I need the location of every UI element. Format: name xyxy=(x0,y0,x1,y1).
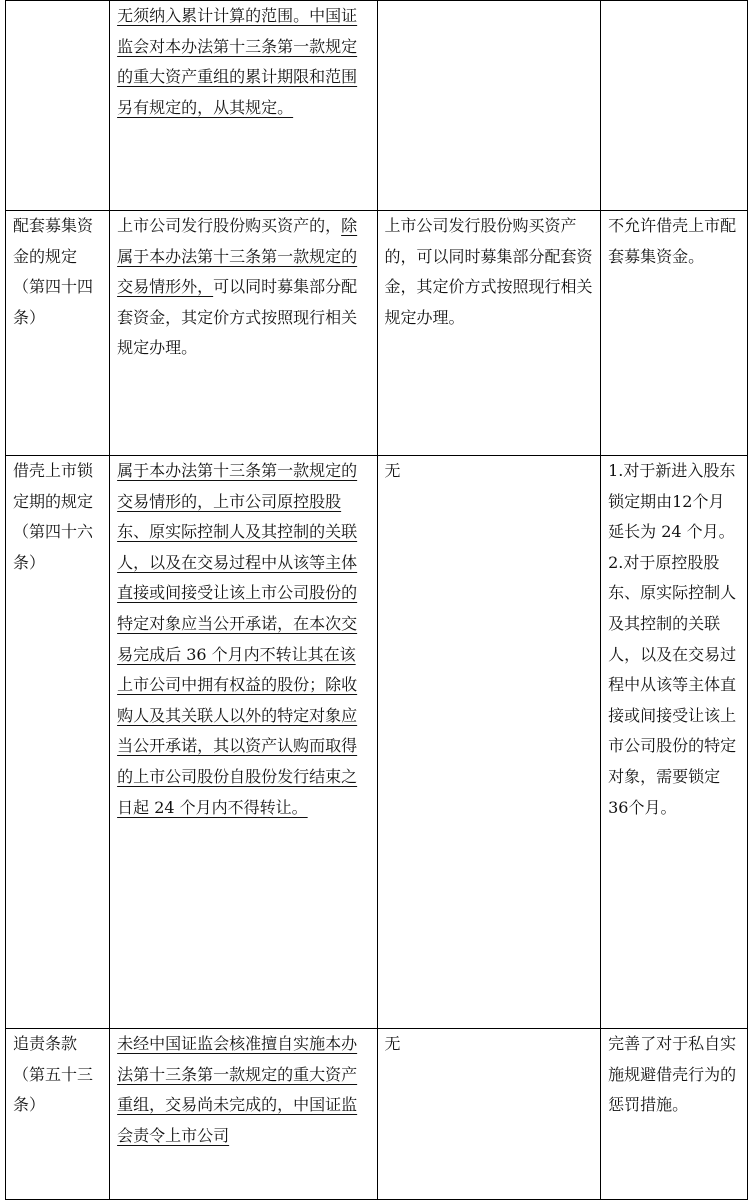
old-rule-cell: 上市公司发行股份购买资产的，可以同时募集部分配套资金，其定价方式按照现行相关规定办理。 xyxy=(377,211,601,456)
item-cell xyxy=(6,211,110,456)
new-rule-cell xyxy=(110,456,377,1029)
new-rule-underlined-text: 除属于本办法第十三条第一款规定的交易情形外， xyxy=(117,216,358,297)
table-row xyxy=(6,211,748,456)
change-point-2: 2.对于原控股股东、原实际控制人及其控制的关联人，以及在交易过程中从该等主体直接或间接受让该上市公司股份的特定对象，需要锁定36个月。 xyxy=(608,552,737,817)
change-point-1: 1.对于新进入股东锁定期由12个月延长为 24 个月。 xyxy=(608,461,736,542)
old-rule-cell: 无 xyxy=(377,456,601,1029)
item-cell: 追责条款（第五十三条） xyxy=(6,1029,110,1200)
new-rule-text: 无须纳入累计计算的范围。中国证监会对本办法第十三条第一款规定的重大资产重组的累计期限和范围另有规定的，从其规定。 xyxy=(117,6,358,117)
table-row xyxy=(6,456,748,1029)
change-cell xyxy=(601,1,748,211)
old-rule-cell xyxy=(377,1,601,211)
table-row xyxy=(6,1029,748,1200)
change-cell: 完善了对于私自实施规避借壳行为的惩罚措施。 xyxy=(601,1029,748,1200)
new-rule-text: 上市公司发行股份购买资产的， xyxy=(117,216,342,235)
change-cell xyxy=(601,456,748,1029)
new-rule-cell xyxy=(110,1029,377,1200)
new-rule-text: 可以同时募集部分配套资金，其定价方式按照现行相关规定办理。 xyxy=(117,277,358,358)
new-rule-cell xyxy=(110,1,377,211)
new-rule-cell xyxy=(110,211,377,456)
item-cell xyxy=(6,1,110,211)
new-rule-text: 未经中国证监会核准擅自实施本办法第十三条第一款规定的重大资产重组，交易尚未完成的，中国证监会责令上市公司 xyxy=(117,1034,358,1145)
old-rule-cell: 无 xyxy=(377,1029,601,1200)
new-rule-text: 属于本办法第十三条第一款规定的交易情形的，上市公司原控股股东、原实际控制人及其控制的关联人，以及在交易过程中从该等主体直接或间接受让该上市公司股份的特定对象应当公开承诺，在本次交易完成后 36 个月内不转让其在该上市公司中拥有权益的股份；除收购人及其关联人以外的特定对象应当公开承诺，其以资产认购而取得的上市公司股份自股份发行结束之日起 24 个月内不得转让。 xyxy=(117,461,358,817)
change-cell: 不允许借壳上市配套募集资金。 xyxy=(601,211,748,456)
comparison-table xyxy=(5,0,748,1200)
item-text: 配套募集资金的规定（第四十四条） xyxy=(13,216,94,327)
item-cell: 借壳上市锁定期的规定（第四十六条） xyxy=(6,456,110,1029)
table-row xyxy=(6,1,748,211)
